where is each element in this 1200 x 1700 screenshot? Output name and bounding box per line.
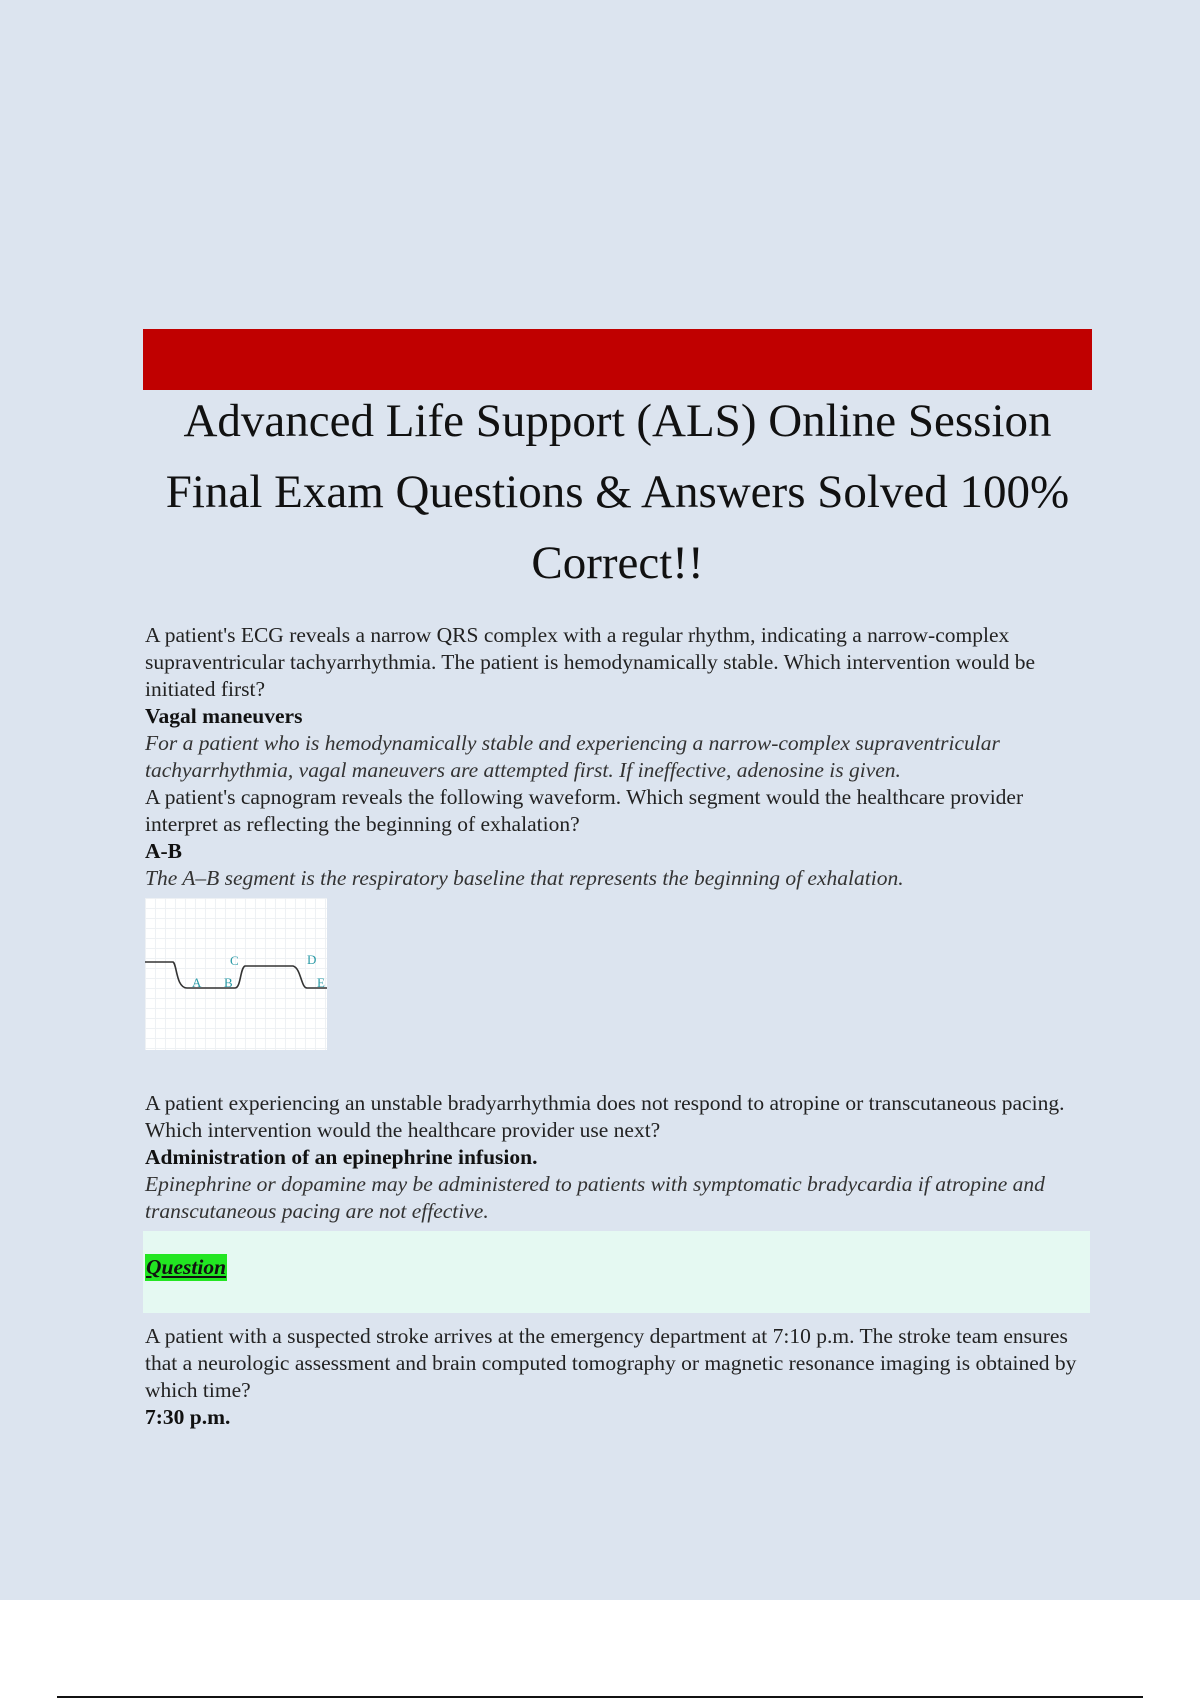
title-banner bbox=[143, 329, 1092, 390]
capnogram-image bbox=[145, 898, 327, 1050]
question-text: A patient's ECG reveals a narrow QRS complex with a regular rhythm, indicating a narrow-complex supraventricular tachyarrhythmia. The patient is hemodynamically stable. Which intervention would be initiated first? bbox=[145, 623, 1035, 701]
qa-item-3 bbox=[145, 1090, 1090, 1225]
capnogram-waveform bbox=[145, 898, 327, 1050]
explanation-text: The A–B segment is the respiratory baseline that represents the beginning of exhalation. bbox=[145, 866, 904, 890]
capnogram-label-d: D bbox=[307, 952, 317, 967]
capnogram-label-c: C bbox=[230, 953, 239, 968]
qa-item-2 bbox=[145, 784, 1090, 1050]
answer-text: A-B bbox=[145, 839, 183, 863]
qa-item-1 bbox=[145, 622, 1090, 784]
question-text: A patient with a suspected stroke arrives at the emergency department at 7:10 p.m. The stroke team ensures that a neurologic assessment and brain computed tomography or magnetic resonance imaging is obtained by which time? bbox=[145, 1324, 1077, 1402]
answer-text: Vagal maneuvers bbox=[145, 704, 303, 728]
explanation-text: For a patient who is hemodynamically stable and experiencing a narrow-complex supraventricular tachyarrhythmia, vagal maneuvers are attempted first. If ineffective, adenosine is given. bbox=[145, 731, 1000, 782]
answer-text: Administration of an epinephrine infusion. bbox=[145, 1145, 538, 1169]
question-label: Question bbox=[146, 1255, 227, 1279]
question-text: A patient experiencing an unstable bradyarrhythmia does not respond to atropine or transcutaneous pacing. Which intervention would the healthcare provider use next? bbox=[145, 1091, 1065, 1142]
capnogram-label-a: A bbox=[192, 975, 202, 990]
capnogram-label-b: B bbox=[224, 975, 233, 990]
answer-text: 7:30 p.m. bbox=[145, 1405, 231, 1429]
bottom-divider bbox=[57, 1696, 1143, 1698]
explanation-text: Epinephrine or dopamine may be administered to patients with symptomatic bradycardia if atropine and transcutaneous pacing are not effective. bbox=[145, 1172, 1045, 1223]
content-area bbox=[145, 622, 1090, 1431]
qa-item-4 bbox=[145, 1323, 1090, 1431]
question-text: A patient's capnogram reveals the following waveform. Which segment would the healthcare provider interpret as reflecting the beginning of exhalation? bbox=[145, 785, 1024, 836]
capnogram-label-e: E bbox=[317, 975, 325, 990]
question-band bbox=[143, 1231, 1090, 1313]
document-title: Advanced Life Support (ALS) Online Session Final Exam Questions & Answers Solved 100% Correct!! bbox=[165, 395, 1070, 589]
